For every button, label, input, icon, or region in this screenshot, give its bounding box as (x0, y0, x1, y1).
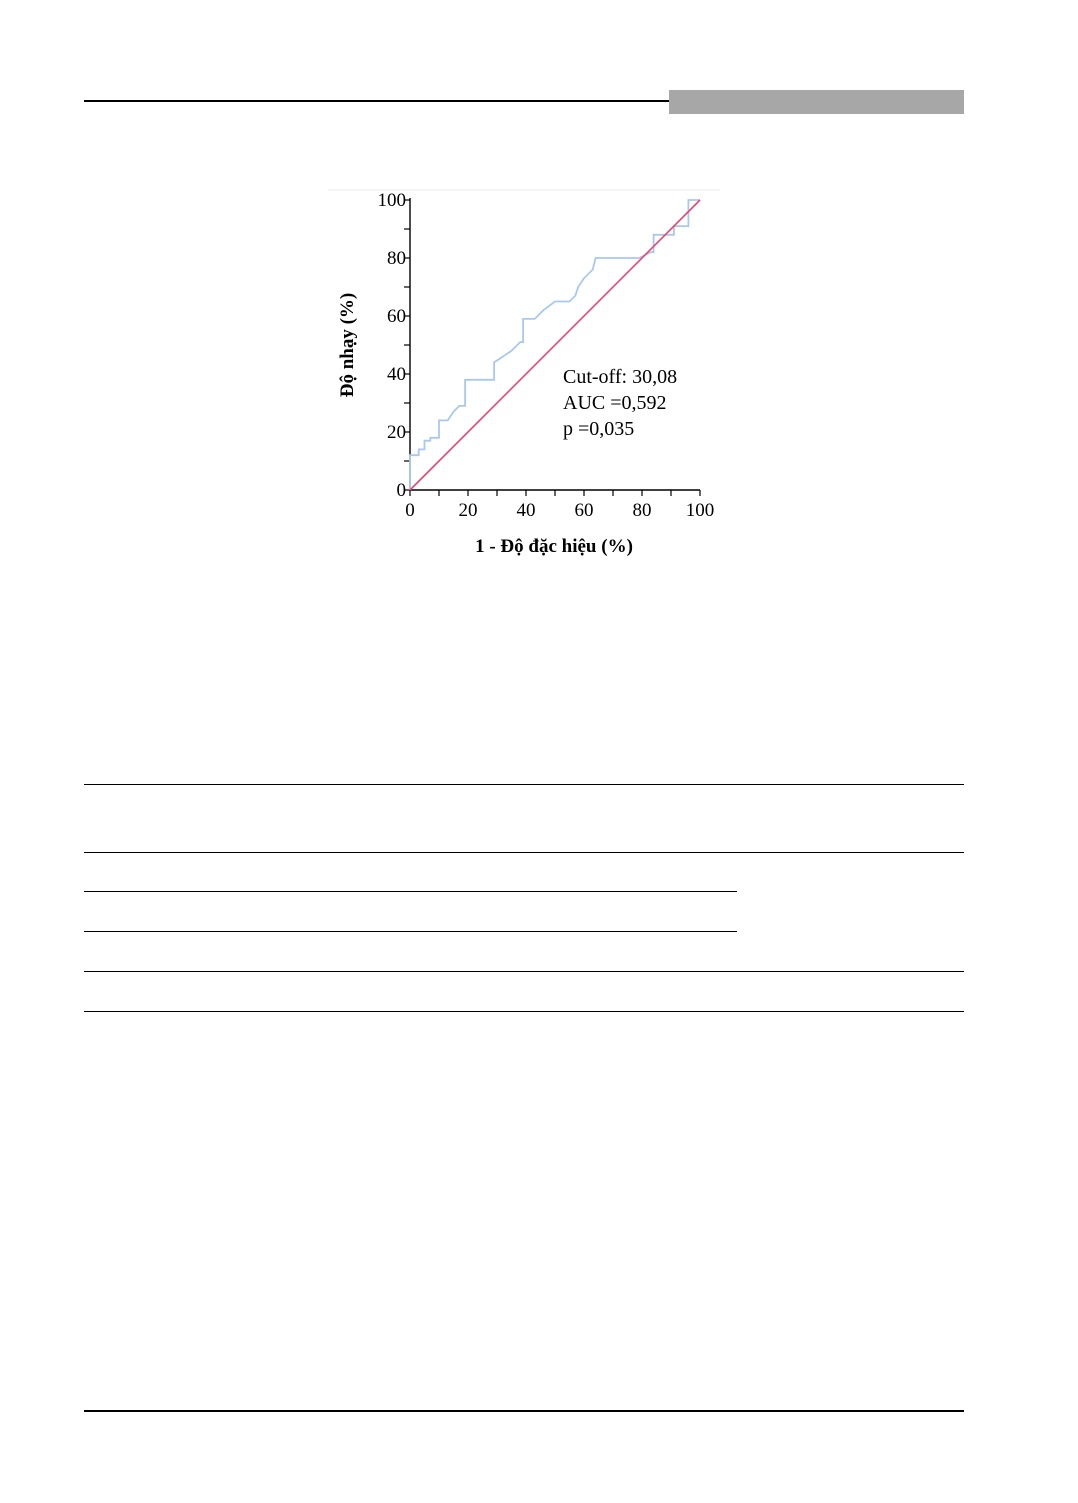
x-tick-label: 100 (685, 500, 715, 521)
y-tick-label: 40 (387, 364, 406, 385)
x-tick-label: 60 (574, 500, 594, 521)
annotation-line: AUC =0,592 (563, 392, 667, 414)
x-tick-label: 0 (405, 500, 415, 521)
roc-chart (328, 188, 728, 568)
y-tick-label: 100 (377, 190, 406, 211)
footer-rule (84, 1410, 964, 1412)
y-tick-label: 20 (387, 422, 406, 443)
header-bar (669, 90, 964, 114)
x-tick-label: 80 (632, 500, 652, 521)
table-header-rule (84, 852, 964, 853)
table-top-rule (84, 784, 964, 785)
annotation-line: p =0,035 (563, 418, 635, 440)
table-row-rule (84, 971, 964, 972)
y-tick-label: 80 (387, 248, 406, 269)
y-axis-title: Độ nhạy (%) (337, 292, 358, 398)
table-bottom-rule (84, 1011, 964, 1012)
y-tick-label: 0 (396, 480, 406, 501)
x-axis-title: 1 - Độ đặc hiệu (%) (475, 536, 633, 557)
y-tick-label: 60 (387, 306, 406, 327)
table-row-rule (84, 891, 737, 892)
x-tick-label: 40 (516, 500, 536, 521)
table-row-rule (84, 931, 737, 932)
annotation-line: Cut-off: 30,08 (563, 366, 678, 388)
x-tick-label: 20 (458, 500, 478, 521)
header-rule (84, 100, 669, 102)
